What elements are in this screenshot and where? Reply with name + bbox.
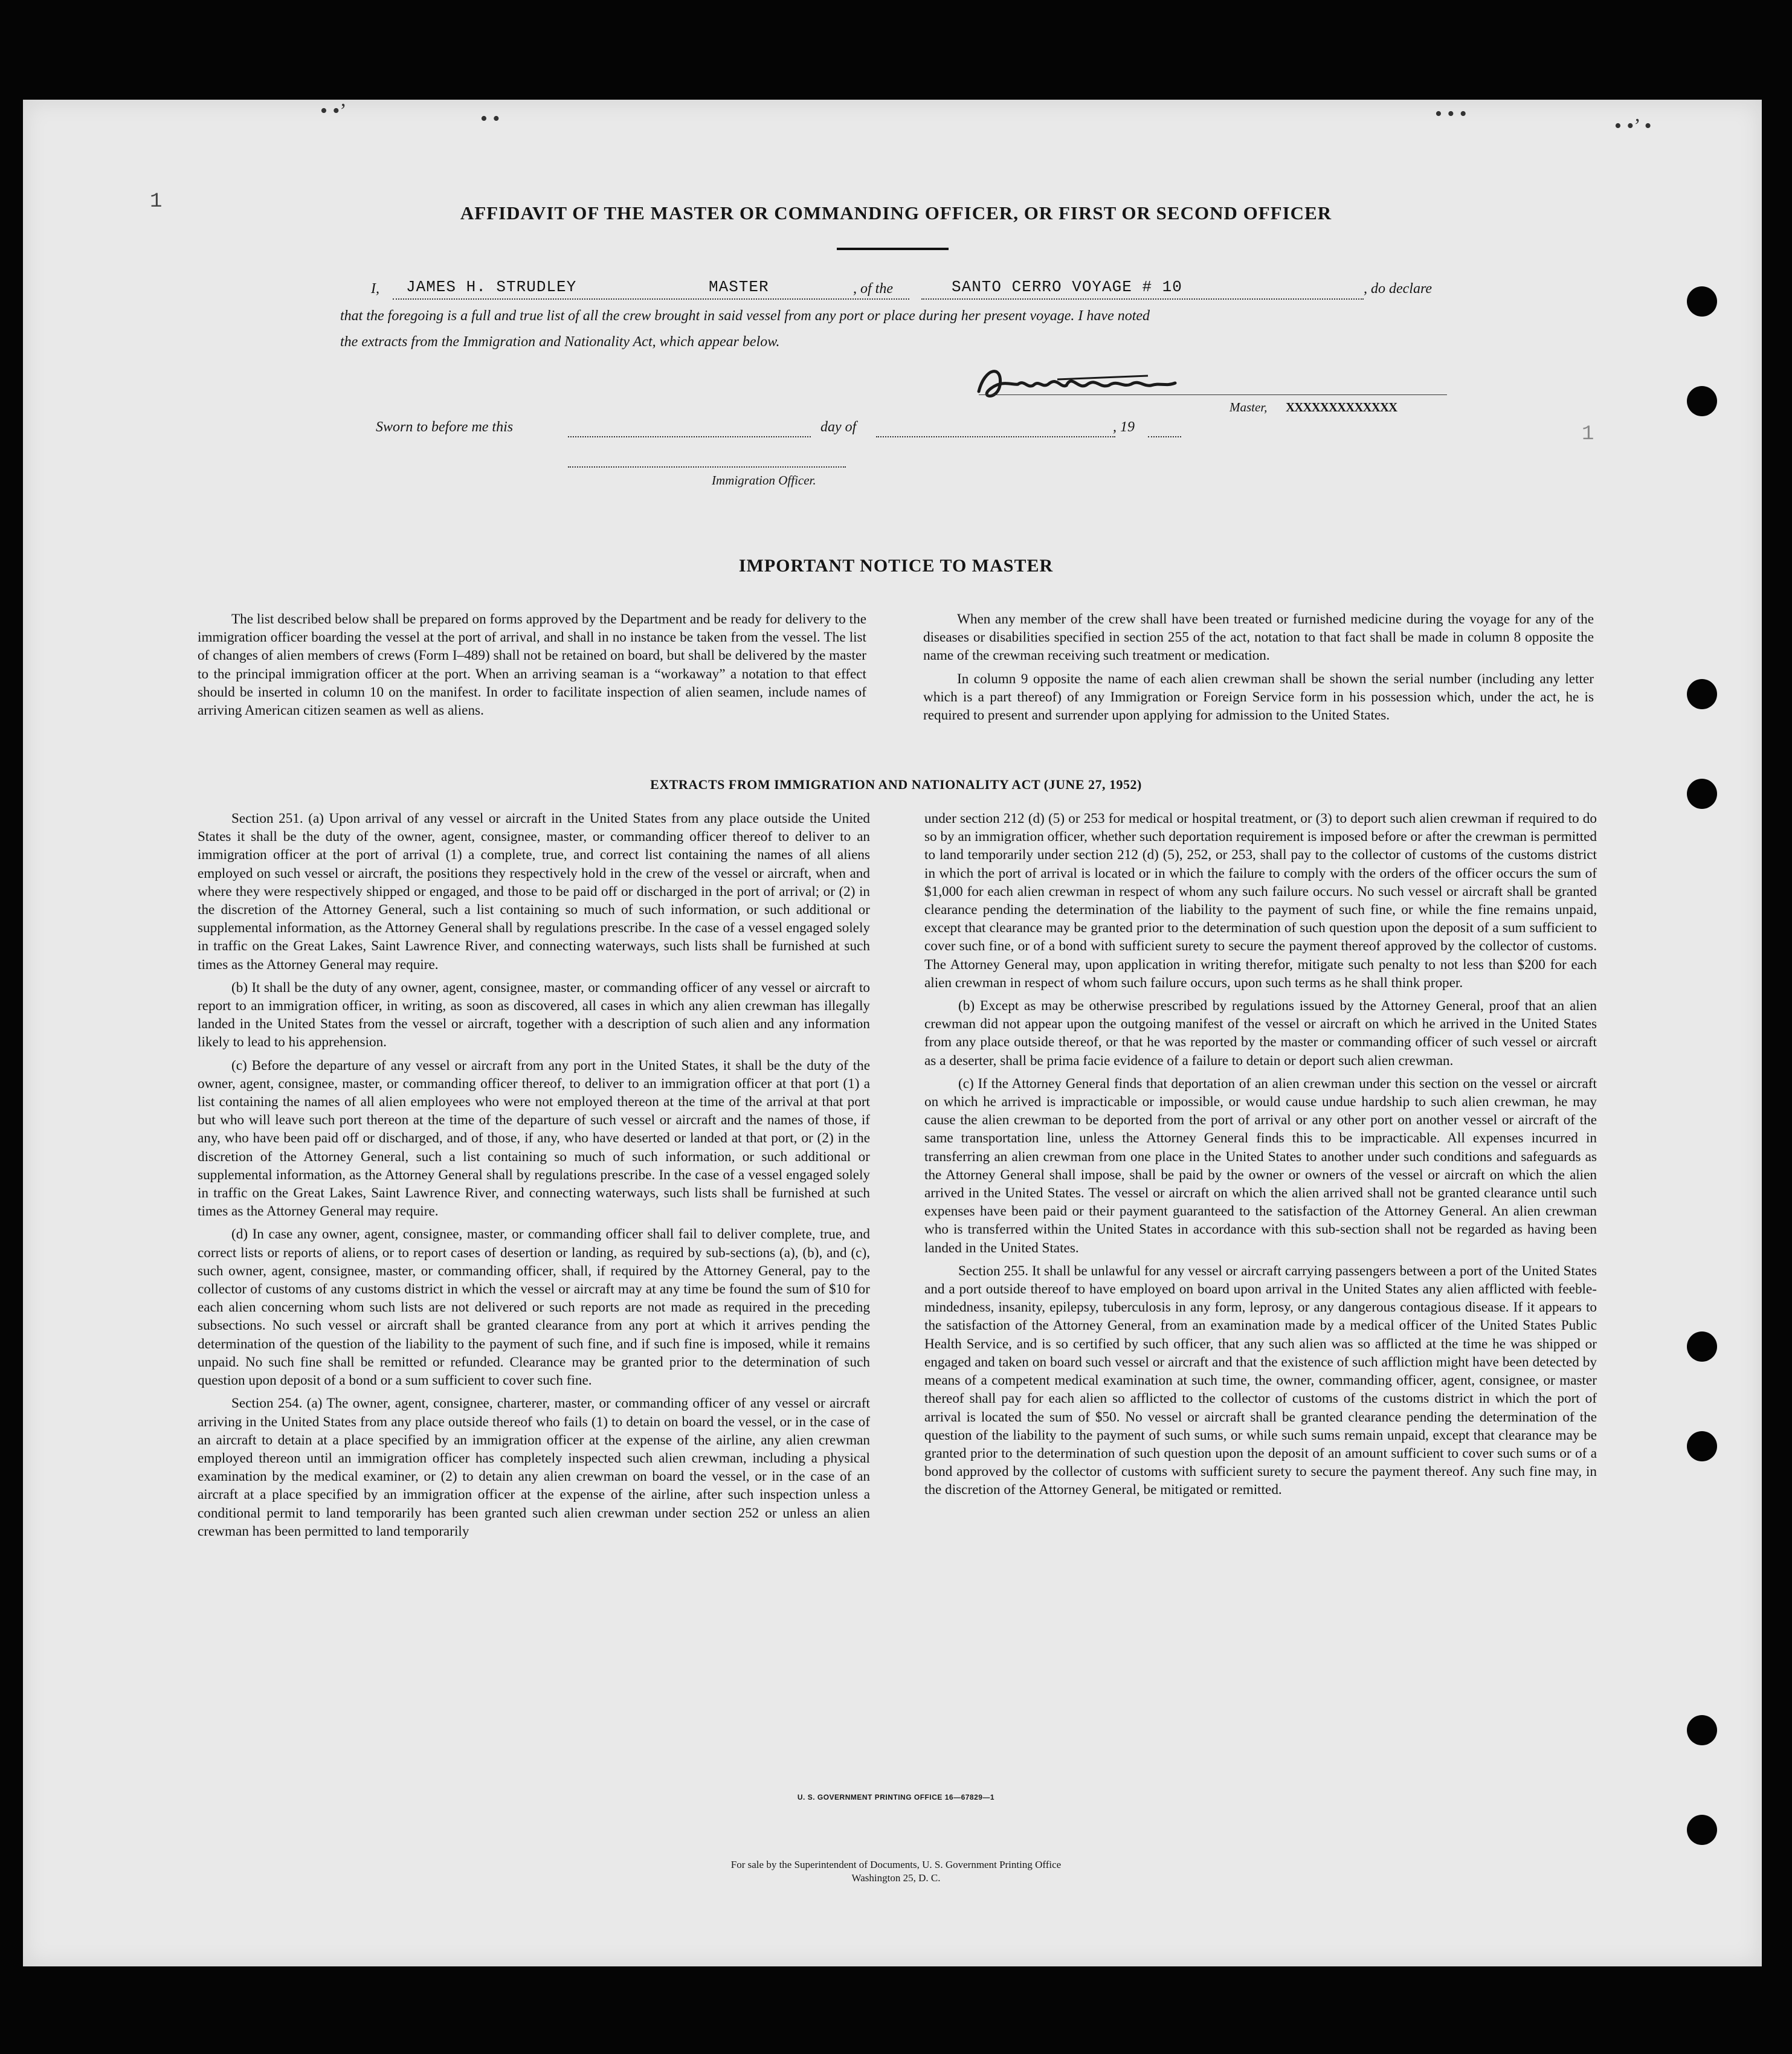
punch-hole: [1687, 386, 1717, 416]
master-caption: Master,: [1230, 400, 1268, 414]
vessel-field[interactable]: SANTO CERRO VOYAGE # 10: [952, 278, 1182, 296]
title-rule: [837, 248, 949, 250]
stray-mark: • •’ •: [1614, 115, 1652, 137]
punch-hole: [1687, 1431, 1717, 1461]
page-number-mark: 1: [150, 190, 163, 213]
of-the-label: , of the: [853, 281, 893, 297]
section-254-b: (b) Except as may be otherwise prescribed by regulations issued by the Attorney General, proof that an alien crewman did not appear upon the outgoing manifest of the vessel or aircraft on which he arrived in the United States from any place outside thereof, or that he was reported by the master or commanding officer of such vessel or aircraft as a deserter, shall be prima facie evidence of a failure to detain or deport such alien crewman.: [924, 998, 1597, 1069]
officer-caption: Immigration Officer.: [712, 473, 816, 488]
stray-mark: • •: [480, 108, 500, 130]
struck-officer-title: XXXXXXXXXXXXX: [1286, 400, 1397, 414]
master-name-field[interactable]: JAMES H. STRUDLEY: [406, 278, 577, 296]
section-251-c: (c) Before the departure of any vessel or aircraft from any port in the United States, it shall be the duty of the owner, agent, consignee, master, or commanding officer thereof, to deliver to an immigration officer at that port (1) a list containing the names of all alien employees who were not employed thereon at the time of the arrival at that port but who will leave such port thereon at the time of the departure of such vessel or aircraft and the names of those, if any, who have been paid off or discharged, and of those, if any, who have deserted or landed at that port, or (2) in the discretion of the Attorney General, such a list containing so much of such information, or such additional or supplemental information, as the Attorney General shall by regulations prescribe. In the case of a vessel engaged solely in traffic on the Great Lakes, Saint Lawrence River, and connecting waterways, such lists shall be furnished at such times as the Attorney General may require.: [198, 1057, 870, 1220]
sale-line-1: For sale by the Superintendent of Documents, U. S. Government Printing Office: [730, 1859, 1062, 1870]
printing-office-line: U. S. GOVERNMENT PRINTING OFFICE 16—67829—1: [797, 1793, 995, 1801]
sworn-day-line: [568, 436, 811, 437]
do-declare-label: , do declare: [1364, 281, 1433, 297]
declaration-line-2: the extracts from the Immigration and Nationality Act, which appear below.: [340, 334, 780, 350]
year-prefix: , 19: [1113, 419, 1135, 435]
section-254-a-continued: under section 212 (d) (5) or 253 for medical or hospital treatment, or (3) to deport such alien crewman if required to do so by an immigration officer, whether such deportation requirement is imposed before or after the crewman is permitted to land temporarily under section 212 (d) (5), 252, or 253, shall pay to the collector of customs of the customs district in which the port of arrival is located or in which the failure to comply with the orders of the officer occurs the sum of $1,000 for each alien crewman in respect of whom any such failure occurs. No such vessel or aircraft shall be granted clearance pending the determination of the liability to the payment of such fine, or while the fine remains unpaid, except that clearance may be granted prior to the determination of such question upon the deposit of a sum sufficient to cover such fine, or of a bond with sufficient surety to secure the payment thereof approved by the collector of customs. The Attorney General may, upon application in writing therefor, mitigate such penalty to not less than $200 for each alien crewman in respect of whom such failure occurs, upon such terms as he shall think proper.: [924, 811, 1597, 991]
vessel-field-line: [921, 298, 1364, 300]
name-field-line: [393, 298, 909, 300]
extracts-heading: EXTRACTS FROM IMMIGRATION AND NATIONALITY ACT (JUNE 27, 1952): [650, 777, 1142, 792]
signature-line: [979, 394, 1447, 395]
section-251-d: (d) In case any owner, agent, consignee, master, or commanding officer shall fail to deliver complete, true, and correct lists or reports of aliens, or to report cases of desertion or landing, as required by sub-sections (a), (b), and (c), such owner, agent, consignee, master, or commanding officer, shall, if required by the Attorney General, pay to the collector of customs of any customs district in which the vessel or aircraft may at any time be found the sum of $10 for each alien concerning whom such lists are not delivered or such reports are not made as required in the preceding subsections. No such vessel or aircraft shall be granted clearance from any port at which it arrives pending the determination of the question of the liability to the payment of such fine, and if such fine is imposed, while it remains unpaid. No such fine shall be remitted or refunded. Clearance may be granted prior to the determination of such question upon deposit of a bond or a sum sufficient to cover such fine.: [198, 1226, 870, 1389]
section-251-b: (b) It shall be the duty of any owner, agent, consignee, master, or commanding officer of any vessel or aircraft to report to an immigration officer, in writing, as soon as discovered, all cases in which any alien crewman has illegally landed in the United States from the vessel or aircraft, together with a description of such alien and any information likely to lead to his apprehension.: [198, 979, 870, 1051]
notice-heading: IMPORTANT NOTICE TO MASTER: [738, 556, 1054, 576]
punch-hole: [1687, 1331, 1717, 1362]
notice-left-column: [198, 610, 866, 720]
punch-hole: [1687, 1815, 1717, 1845]
declaration-line-1: that the foregoing is a full and true list of all the crew brought in said vessel from any port or place during her present voyage. I have noted: [340, 308, 1150, 324]
sale-notice: [0, 1858, 1792, 1885]
extracts-left-column: [198, 810, 870, 1540]
punch-hole: [1687, 1715, 1717, 1745]
punch-hole: [1687, 286, 1717, 317]
stray-mark: • • •: [1435, 103, 1467, 125]
affidavit-title: AFFIDAVIT OF THE MASTER OR COMMANDING OFFICER, OR FIRST OR SECOND OFFICER: [460, 202, 1332, 224]
notice-right-column: [923, 610, 1594, 724]
section-251-a: Section 251. (a) Upon arrival of any vessel or aircraft in the United States from any place outside the United States it shall be the duty of the owner, agent, consignee, master, or commanding officer thereof to deliver to an immigration officer at the port of arrival (1) a complete, true, and correct list containing the names of all aliens employed on such vessel or aircraft, the positions they respectively hold in the crew of the vessel or aircraft, when and where they were respectively shipped or engaged, and those to be paid off or discharged in the port of arrival; or (2) in the discretion of the Attorney General, such a list containing so much of such information, or such additional or supplemental information, as the Attorney General shall by regulations prescribe. In the case of a vessel engaged solely in traffic on the Great Lakes, Saint Lawrence River, and connecting waterways, such lists shall be furnished at such times as the Attorney General may require.: [198, 811, 870, 973]
notice-right-paragraph-1: When any member of the crew shall have been treated or furnished medicine during the voyage for any of the diseases or disabilities specified in section 255 of the act, notation to that fact shall be made in column 8 opposite the name of the crewman receiving such treatment or medication.: [923, 611, 1594, 664]
notice-right-paragraph-2: In column 9 opposite the name of each alien crewman shall be shown the serial number (including any letter which is a part thereof) of any Immigration or Foreign Service form in his possession which, under the act, he is required to present and surrender upon applying for admission to the United States.: [923, 671, 1594, 724]
day-of-label: day of: [820, 419, 857, 435]
sale-line-2: Washington 25, D. C.: [851, 1872, 941, 1884]
extracts-right-column: [924, 810, 1597, 1499]
rank-field[interactable]: MASTER: [709, 278, 769, 296]
section-255: Section 255. It shall be unlawful for any vessel or aircraft carrying passengers between a port of the United States and a port outside thereof to have employed on board upon arrival in the United States any alien afflicted with feeble-mindedness, insanity, epilepsy, tuberculosis in any form, leprosy, or any dangerous contagious disease. If it appears to the satisfaction of the Attorney General, from an examination made by a medical officer of the United States Public Health Service, and is so certified by such officer, that any such alien was so afflicted at the time he was shipped or engaged and taken on board such vessel or aircraft and that the existence of such affliction might have been detected by means of a competent medical examination at such time, the owner, commanding officer, agent, consignee, or master thereof shall pay for each alien so afflicted to the collector of customs of the customs district in which the port of arrival is located the sum of $50. No vessel or aircraft shall be granted clearance pending the determination of the question of the liability to the payment of such sums, or while such sums remain unpaid, except that clearance may be granted prior to the determination of such question upon the deposit of an amount sufficient to cover such sums or of a bond approved by the collector of customs with sufficient surety to secure the payment thereof. Any such fine may, in the discretion of the Attorney General, be mitigated or remitted.: [924, 1263, 1597, 1498]
notice-left-paragraph: The list described below shall be prepared on forms approved by the Department and be ready for delivery to the immigration officer boarding the vessel at the port of arrival, and shall in no instance be taken from the vessel. The list of changes of alien members of crews (Form I–489) shall not be retained on board, but shall be delivered by the master to the principal immigration officer at the port. When an arriving seaman is a “workaway” a notation to that effect should be inserted in column 10 on the manifest. In order to facilitate inspection of alien seamen, include names of arriving American citizen seamen as well as aliens.: [198, 611, 866, 719]
section-254-c: (c) If the Attorney General finds that deportation of an alien crewman under this section on the vessel or aircraft on which he arrived is impracticable or impossible, or would cause undue hardship to such alien crewman, he may cause the alien crewman to be deported from the port of arrival or any other port on another vessel or aircraft of the same transportation line, unless the Attorney General finds this to be impracticable. All expenses incurred in transferring an alien crewman from one place in the United States to another under such conditions and safeguards as the Attorney General shall impose, shall be paid by the owner or owners of the vessel or aircraft on which the alien arrived in the United States. The vessel or aircraft on which the alien arrived shall not be granted clearance until such expenses have been paid or their payment guaranteed to the satisfaction of the Attorney General. An alien crewman who is transferred within the United States in accordance with this sub-section shall not be regarded as having been landed in the United States.: [924, 1075, 1597, 1256]
stray-mark: • •’: [320, 100, 347, 122]
i-label: I,: [371, 281, 379, 297]
punch-hole: [1687, 679, 1717, 709]
section-254-a: Section 254. (a) The owner, agent, consignee, charterer, master, or commanding officer of any vessel or aircraft arriving in the United States from any place outside thereof who fails (1) to detain on board the vessel, or in the case of an aircraft to detain at a place specified by an immigration officer at the expense of the airline, any alien crewman employed thereon until an immigration officer has completely inspected such alien crewman, including a physical examination by the medical examiner, or (2) to detain any alien crewman on board the vessel, or in the case of an aircraft at a place specified by an immigration officer at the expense of the airline, after such inspection unless a conditional permit to land temporarily has been granted such alien crewman under section 252 or unless an alien crewman has been permitted to land temporarily: [198, 1396, 870, 1539]
sworn-year-line: [1148, 436, 1181, 437]
master-signature: [967, 361, 1257, 404]
officer-signature-line: [568, 466, 846, 468]
sworn-month-line: [876, 436, 1115, 437]
right-margin-number: 1: [1582, 423, 1594, 446]
sworn-label: Sworn to before me this: [376, 419, 514, 435]
